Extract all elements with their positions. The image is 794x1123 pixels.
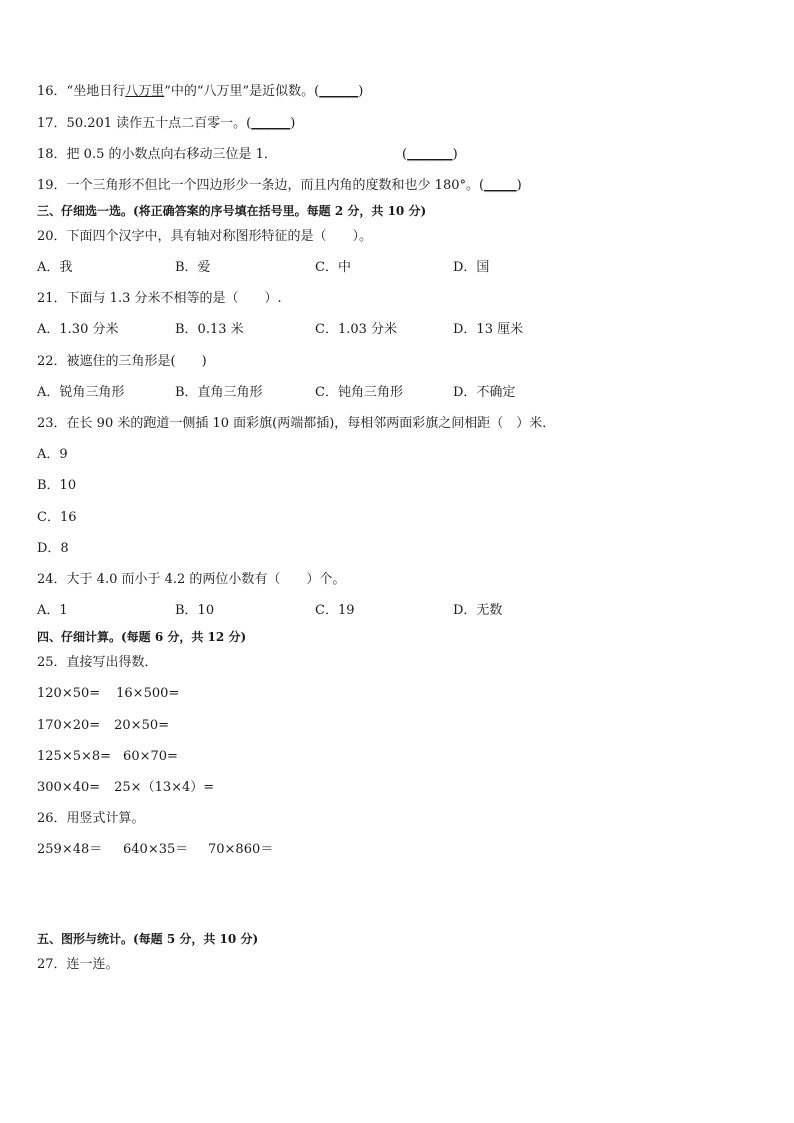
calc-expression: 300×40= xyxy=(37,780,101,795)
calc-expression: 60×70= xyxy=(123,749,178,764)
q22-option-d[interactable]: D．不确定 xyxy=(453,385,516,400)
question-16-suffix: ) xyxy=(358,84,364,99)
question-19-text: 19．一个三角形不但比一个四边形少一条边，而且内角的度数和也少 180°。( xyxy=(37,178,485,193)
calc-row xyxy=(37,686,179,702)
q20-option-d[interactable]: D．国 xyxy=(453,260,490,275)
question-24: 24．大于 4.0 而小于 4.2 的两位小数有（ ）个。 xyxy=(37,572,346,587)
q22-option-a[interactable]: A．锐角三角形 xyxy=(37,385,125,400)
answer-blank-19[interactable]: _____ xyxy=(484,178,517,193)
section-3-title: 三、仔细选一选。(将正确答案的序号填在括号里。每题 2 分，共 10 分) xyxy=(37,204,427,218)
question-18-answer xyxy=(402,147,458,163)
q24-option-b[interactable]: B．10 xyxy=(175,603,215,618)
answer-blank-16[interactable]: ______ xyxy=(319,84,359,99)
q23-option-d[interactable]: D．8 xyxy=(37,541,69,556)
calc-expression: 20×50= xyxy=(114,718,170,733)
calc-expression: 120×50= xyxy=(37,686,101,701)
question-19 xyxy=(37,178,522,194)
question-18-open: ( xyxy=(402,147,408,162)
section-5-title: 五、图形与统计。(每题 5 分，共 10 分) xyxy=(37,932,259,946)
question-18-text: 18．把 0.5 的小数点向右移动三位是 1． xyxy=(37,147,277,162)
question-16-middle: ”中的“八万里”是近似数。( xyxy=(164,84,320,99)
section-4-title: 四、仔细计算。(每题 6 分，共 12 分) xyxy=(37,630,247,644)
q22-option-c[interactable]: C．钝角三角形 xyxy=(315,385,403,400)
question-23: 23．在长 90 米的跑道一侧插 10 面彩旗(两端都插)，每相邻两面彩旗之间相距（ ）米． xyxy=(37,416,556,431)
vertical-calc-item: 640×35＝ xyxy=(123,842,189,857)
q24-option-a[interactable]: A．1 xyxy=(37,603,68,618)
question-22: 22．被遮住的三角形是( ) xyxy=(37,354,207,369)
question-19-suffix: ) xyxy=(516,178,522,193)
q23-option-b[interactable]: B．10 xyxy=(37,478,77,493)
q21-option-b[interactable]: B．0.13 米 xyxy=(175,322,244,337)
question-20: 20．下面四个汉字中，具有轴对称图形特征的是（ ）。 xyxy=(37,229,373,244)
answer-blank-17[interactable]: ______ xyxy=(251,116,291,131)
question-16 xyxy=(37,84,363,100)
calc-row xyxy=(37,718,169,734)
calc-expression: 16×500= xyxy=(116,686,180,701)
q20-option-c[interactable]: C．中 xyxy=(315,260,351,275)
question-26: 26．用竖式计算。 xyxy=(37,811,145,826)
question-27: 27．连一连。 xyxy=(37,957,119,972)
question-17-suffix: ) xyxy=(290,116,296,131)
q23-option-c[interactable]: C．16 xyxy=(37,510,77,525)
question-18-close: ) xyxy=(452,147,458,162)
question-17 xyxy=(37,116,295,132)
answer-blank-18[interactable]: _______ xyxy=(407,147,453,162)
q20-option-b[interactable]: B．爱 xyxy=(175,260,211,275)
question-18 xyxy=(37,147,277,163)
q22-option-b[interactable]: B．直角三角形 xyxy=(175,385,263,400)
question-16-underlined-term: 八万里 xyxy=(125,84,165,99)
calc-expression: 170×20= xyxy=(37,718,101,733)
question-25: 25．直接写出得数． xyxy=(37,655,158,670)
vertical-calc-item: 259×48＝ xyxy=(37,842,103,857)
vertical-calc-item: 70×860＝ xyxy=(208,842,274,857)
question-21: 21．下面与 1.3 分米不相等的是（ ）. xyxy=(37,291,282,306)
q21-option-d[interactable]: D．13 厘米 xyxy=(453,322,524,337)
q21-option-a[interactable]: A．1.30 分米 xyxy=(37,322,119,337)
q23-option-a[interactable]: A．9 xyxy=(37,447,68,462)
calc-row xyxy=(37,749,178,765)
calc-expression: 125×5×8= xyxy=(37,749,112,764)
q20-option-a[interactable]: A．我 xyxy=(37,260,73,275)
q24-option-c[interactable]: C．19 xyxy=(315,603,355,618)
q21-option-c[interactable]: C．1.03 分米 xyxy=(315,322,398,337)
calc-row xyxy=(37,780,214,796)
question-16-prefix: 16．“坐地日行 xyxy=(37,84,126,99)
q24-option-d[interactable]: D．无数 xyxy=(453,603,503,618)
question-17-text: 17．50.201 读作五十点二百零一。( xyxy=(37,116,252,131)
calc-expression: 25×（13×4）= xyxy=(114,780,215,795)
